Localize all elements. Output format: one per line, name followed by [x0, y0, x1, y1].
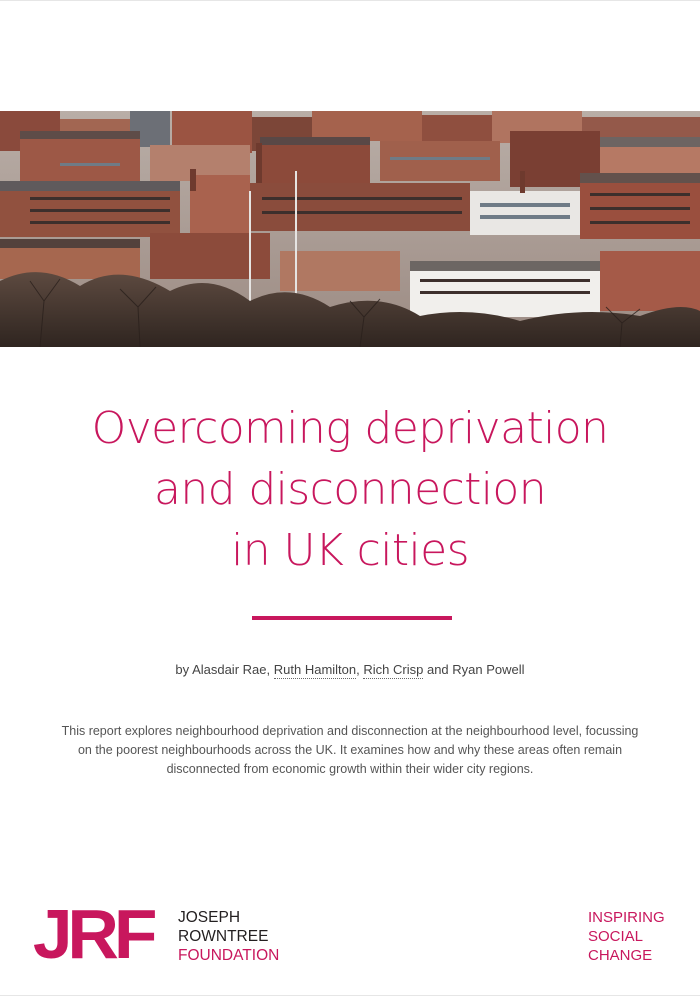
byline-prefix: by — [175, 662, 190, 677]
tagline-line-2: SOCIAL — [588, 928, 644, 945]
page-top-border — [0, 0, 700, 1]
author-ryan-powell: Ryan Powell — [452, 662, 525, 677]
report-title — [0, 398, 700, 581]
title-line-2: and disconnection — [153, 464, 547, 515]
publisher-line-1: JOSEPH — [178, 909, 241, 926]
jrf-logo — [32, 895, 280, 973]
publisher-line-2: ROWNTREE — [178, 928, 269, 945]
jrf-logo-wordmark — [178, 908, 338, 965]
cover-photo-cityscape — [0, 111, 700, 347]
jrf-logo-mark: JRF — [32, 895, 153, 973]
author-alasdair-rae: Alasdair Rae — [192, 662, 267, 677]
tagline — [588, 908, 688, 965]
tagline-line-1: INSPIRING — [588, 909, 665, 926]
title-line-1: Overcoming deprivation — [91, 403, 609, 454]
byline-comma-1: , — [266, 662, 271, 677]
author-byline — [0, 662, 700, 677]
report-summary: This report explores neighbourhood deprivation and disconnection at the neighbourhood level, focussing on the poorest neighbourhoods across the UK. It examines how and why these areas often remain disconnected from economic growth within their wider city regions. — [61, 724, 639, 776]
byline-conjunction: and — [426, 662, 449, 677]
author-ruth-hamilton-link[interactable]: Ruth Hamilton — [273, 662, 357, 677]
title-line-3: in UK cities — [231, 525, 469, 576]
author-rich-crisp-link[interactable]: Rich Crisp — [363, 662, 424, 677]
tagline-line-3: CHANGE — [588, 947, 653, 964]
byline-comma-2: , — [356, 662, 360, 677]
title-divider — [252, 616, 452, 620]
publisher-line-3: FOUNDATION — [178, 947, 280, 964]
